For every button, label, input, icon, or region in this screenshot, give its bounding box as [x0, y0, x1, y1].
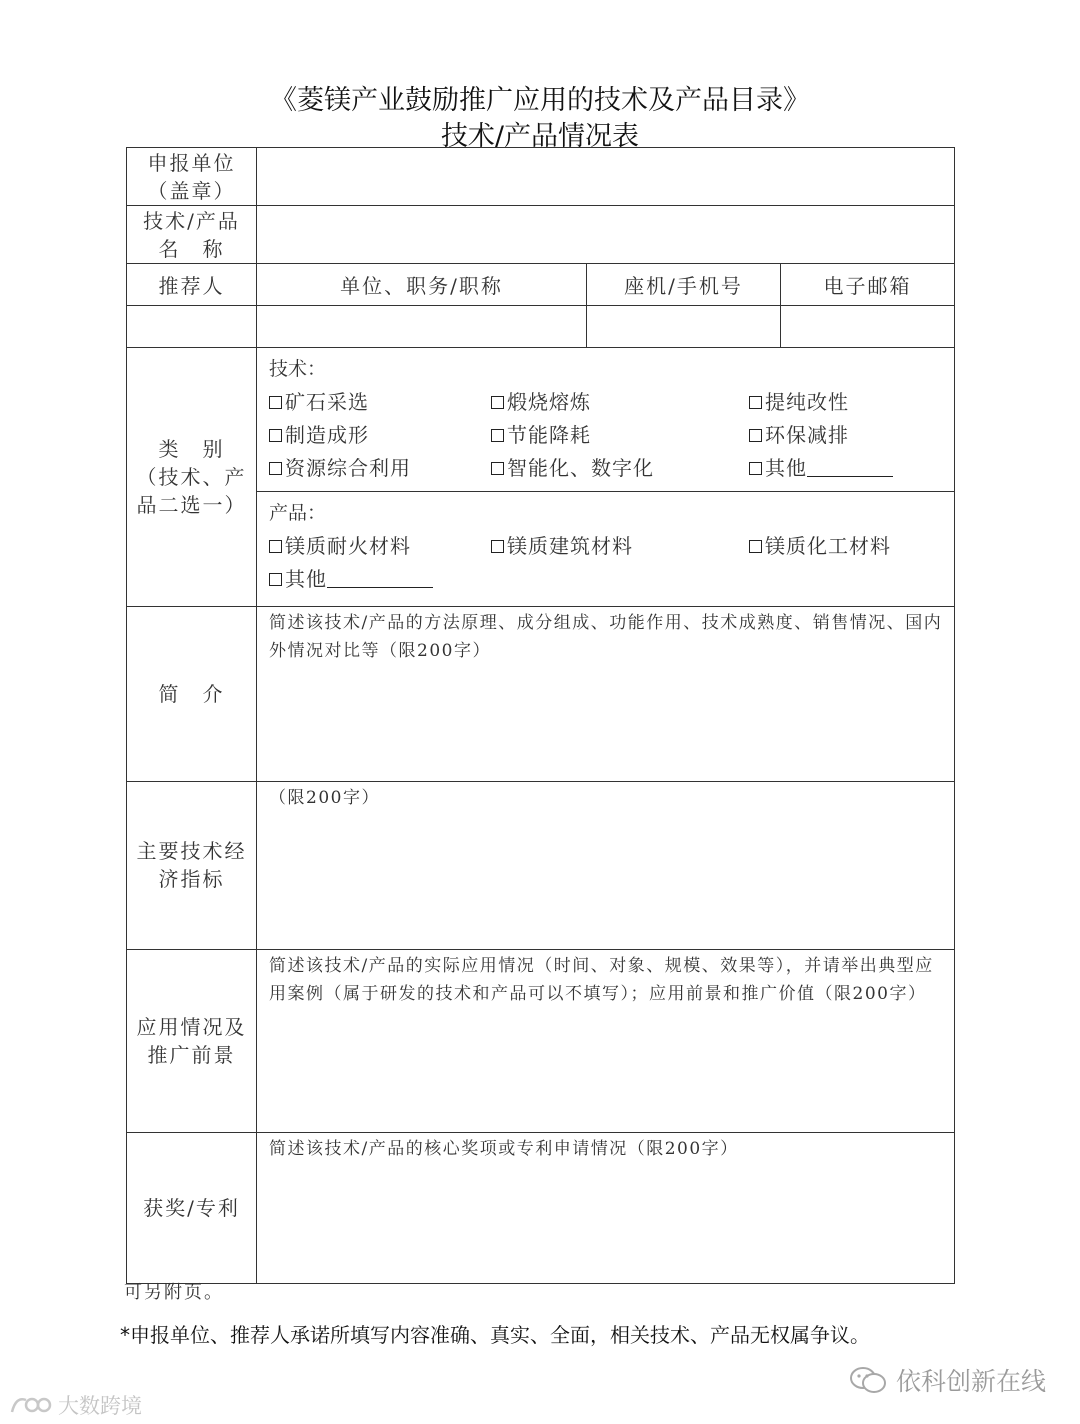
option-manufacturing[interactable]: 制造成形: [269, 419, 491, 452]
brand-logo-icon: [8, 1392, 52, 1418]
recommender-input-row: [127, 306, 955, 348]
applicant-label: 申报单位 （盖章）: [127, 148, 257, 206]
option-product-other[interactable]: 其他: [269, 563, 491, 596]
checkbox-icon[interactable]: [269, 573, 282, 586]
option-refractory[interactable]: 镁质耐火材料: [269, 530, 491, 563]
application-form: [126, 147, 955, 1284]
option-chemical-material[interactable]: 镁质化工材料: [749, 530, 949, 563]
intro-label: 简 介: [127, 606, 257, 781]
checkbox-icon[interactable]: [491, 462, 504, 475]
checkbox-icon[interactable]: [269, 429, 282, 442]
intro-row: [127, 606, 955, 781]
checkbox-icon[interactable]: [749, 462, 762, 475]
watermark-right-text: 依科创新在线: [895, 1367, 1046, 1396]
option-tech-other[interactable]: 其他: [749, 452, 949, 485]
col-unit-header: 单位、职务/职称: [257, 264, 587, 306]
tech-heading: 技术：: [269, 358, 327, 380]
col-email-header: 电子邮箱: [781, 264, 955, 306]
intro-field[interactable]: 简述该技术/产品的方法原理、成分组成、功能作用、技术成熟度、销售情况、国内外情况对比等（限200字）: [257, 606, 955, 781]
col-phone-header: 座机/手机号: [587, 264, 781, 306]
option-resource-utilization[interactable]: 资源综合利用: [269, 452, 491, 485]
tech-name-row: [127, 206, 955, 264]
category-options: [257, 348, 954, 606]
option-purification[interactable]: 提纯改性: [749, 386, 949, 419]
commitment-note: *申报单位、推荐人承诺所填写内容准确、真实、全面，相关技术、产品无权属争议。: [120, 1323, 870, 1347]
tech-name-field[interactable]: [257, 206, 955, 264]
product-category-section: [257, 492, 954, 606]
recommender-email-field[interactable]: [781, 306, 955, 348]
application-field[interactable]: 简述该技术/产品的实际应用情况（时间、对象、规模、效果等），并请举出典型应用案例（属于研发的技术和产品可以不填写）；应用前景和推广价值（限200字）: [257, 949, 955, 1132]
option-building-material[interactable]: 镁质建筑材料: [491, 530, 749, 563]
applicant-row: [127, 148, 955, 206]
checkbox-icon[interactable]: [269, 462, 282, 475]
category-row: [127, 348, 955, 607]
recommender-phone-field[interactable]: [587, 306, 781, 348]
checkbox-icon[interactable]: [749, 429, 762, 442]
attachment-note: 可另附页。: [124, 1282, 224, 1303]
awards-label: 获奖/专利: [127, 1132, 257, 1283]
tech-name-label: 技术/产品 名 称: [127, 206, 257, 264]
watermark-right: [848, 1362, 1046, 1398]
awards-field[interactable]: 简述该技术/产品的核心奖项或专利申请情况（限200字）: [257, 1132, 955, 1283]
option-digitalization[interactable]: 智能化、数字化: [491, 452, 749, 485]
category-label: 类 别 （技术、产 品二选一）: [127, 348, 257, 607]
checkbox-icon[interactable]: [491, 429, 504, 442]
checkbox-icon[interactable]: [269, 540, 282, 553]
option-emission-reduction[interactable]: 环保减排: [749, 419, 949, 452]
recommender-label: 推荐人: [127, 264, 257, 306]
recommender-unit-field[interactable]: [257, 306, 587, 348]
option-ore-mining[interactable]: 矿石采选: [269, 386, 491, 419]
tech-category-section: [257, 348, 954, 492]
checkbox-icon[interactable]: [491, 540, 504, 553]
applicant-field[interactable]: [257, 148, 955, 206]
checkbox-icon[interactable]: [749, 540, 762, 553]
checkbox-icon[interactable]: [491, 396, 504, 409]
watermark-left-text: 大数跨境: [58, 1394, 142, 1418]
tech-other-blank[interactable]: [807, 460, 893, 477]
application-row: [127, 949, 955, 1132]
awards-row: [127, 1132, 955, 1283]
product-heading: 产品：: [269, 502, 327, 524]
wechat-icon: [848, 1365, 888, 1395]
document-title: 《菱镁产业鼓励推广应用的技术及产品目录》: [270, 85, 810, 116]
indicators-label: 主要技术经 济指标: [127, 781, 257, 949]
recommender-name-field[interactable]: [127, 306, 257, 348]
product-other-blank[interactable]: [327, 571, 433, 588]
watermark-left: [8, 1390, 142, 1420]
document-subtitle: 技术/产品情况表: [440, 121, 640, 152]
option-energy-saving[interactable]: 节能降耗: [491, 419, 749, 452]
option-calcination[interactable]: 煅烧熔炼: [491, 386, 749, 419]
indicators-field[interactable]: （限200字）: [257, 781, 955, 949]
indicators-row: [127, 781, 955, 949]
checkbox-icon[interactable]: [749, 396, 762, 409]
recommender-header-row: [127, 264, 955, 306]
application-label: 应用情况及 推广前景: [127, 949, 257, 1132]
checkbox-icon[interactable]: [269, 396, 282, 409]
